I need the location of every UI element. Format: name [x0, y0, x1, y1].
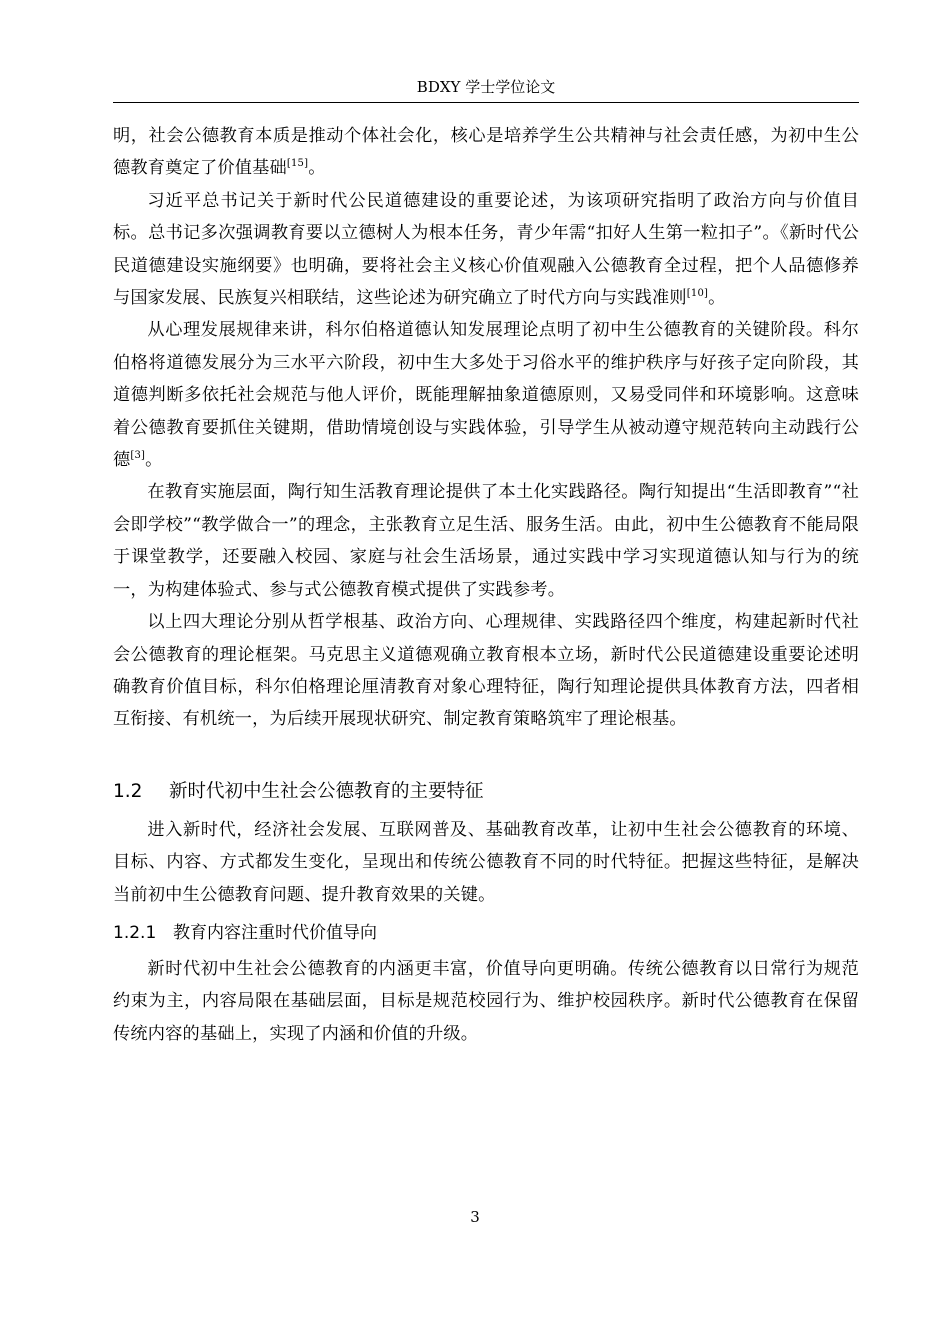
paragraph-summary: 以上四大理论分别从哲学根基、政治方向、心理规律、实践路径四个维度，构建起新时代社会公德教育的理论框架。马克思主义道德观确立教育根本立场，新时代公民道德建设重要论述明确教育价值目标，科尔伯格理论厘清教育对象心理特征，陶行知理论提供具体教育方法，四者相互衔接、有机统一，为后续开展现状研究、制定教育策略筑牢了理论根基。 — [113, 612, 859, 730]
subsection-number: 1.2.1 — [113, 922, 157, 943]
page-body — [113, 120, 859, 1050]
running-header — [113, 74, 859, 103]
paragraph-tao-theory: 在教育实施层面，陶行知生活教育理论提供了本土化实践路径。陶行知提出“生活即教育”“社会即学校”“教学做合一”的理念，主张教育立足生活、服务生活。由此，初中生公德教育不能局限于课堂教学，还要融入校园、家庭与社会生活场景，通过实践中学习实现道德认知与行为的统一，为构建体验式、参与式公德教育模式提供了实践参考。 — [113, 482, 859, 600]
page-number: 3 — [470, 1208, 480, 1226]
subsection-heading — [113, 917, 859, 949]
citation-marker: [10] — [686, 288, 709, 300]
subsection-paragraph: 新时代初中生社会公德教育的内涵更丰富，价值导向更明确。传统公德教育以日常行为规范约束为主，内容局限在基础层面，目标是规范校园行为、维护校园秩序。新时代公德教育在保留传统内容的基础上，实现了内涵和价值的升级。 — [113, 958, 859, 1044]
subsection-title: 教育内容注重时代价值导向 — [173, 922, 377, 943]
citation-marker: [3] — [130, 450, 146, 462]
paragraph-xi-theory: 习近平总书记关于新时代公民道德建设的重要论述，为该项研究指明了政治方向与价值目标。总书记多次强调教育要以立德树人为根本任务，青少年需“扣好人生第一粒扣子”。《新时代公民道德建设实施纲要》也明确，要将社会主义核心价值观融入公德教育全过程，把个人品德修养与国家发展、民族复兴相联结，这些论述为研究确立了时代方向与实践准则[10]。 — [113, 190, 859, 309]
citation-marker: [15] — [286, 158, 309, 170]
section-title: 新时代初中生社会公德教育的主要特征 — [169, 780, 484, 802]
section-heading — [113, 776, 859, 808]
section-paragraph: 进入新时代，经济社会发展、互联网普及、基础教育改革，让初中生社会公德教育的环境、目标、内容、方式都发生变化，呈现出和传统公德教育不同的时代特征。把握这些特征，是解决当前初中生公德教育问题、提升教育效果的关键。 — [113, 819, 859, 905]
header-title: BDXY 学士学位论文 — [416, 78, 556, 96]
paragraph-continued: 明，社会公德教育本质是推动个体社会化，核心是培养学生公共精神与社会责任感，为初中生公德教育奠定了价值基础[15]。 — [113, 126, 859, 179]
section-number: 1.2 — [113, 780, 143, 802]
paragraph-kohlberg-theory: 从心理发展规律来讲，科尔伯格道德认知发展理论点明了初中生公德教育的关键阶段。科尔伯格将道德发展分为三水平六阶段，初中生大多处于习俗水平的维护秩序与好孩子定向阶段，其道德判断多依托社会规范与他人评价，既能理解抽象道德原则，又易受同伴和环境影响。这意味着公德教育要抓住关键期，借助情境创设与实践体验，引导学生从被动遵守规范转向主动践行公德[3]。 — [113, 320, 859, 471]
